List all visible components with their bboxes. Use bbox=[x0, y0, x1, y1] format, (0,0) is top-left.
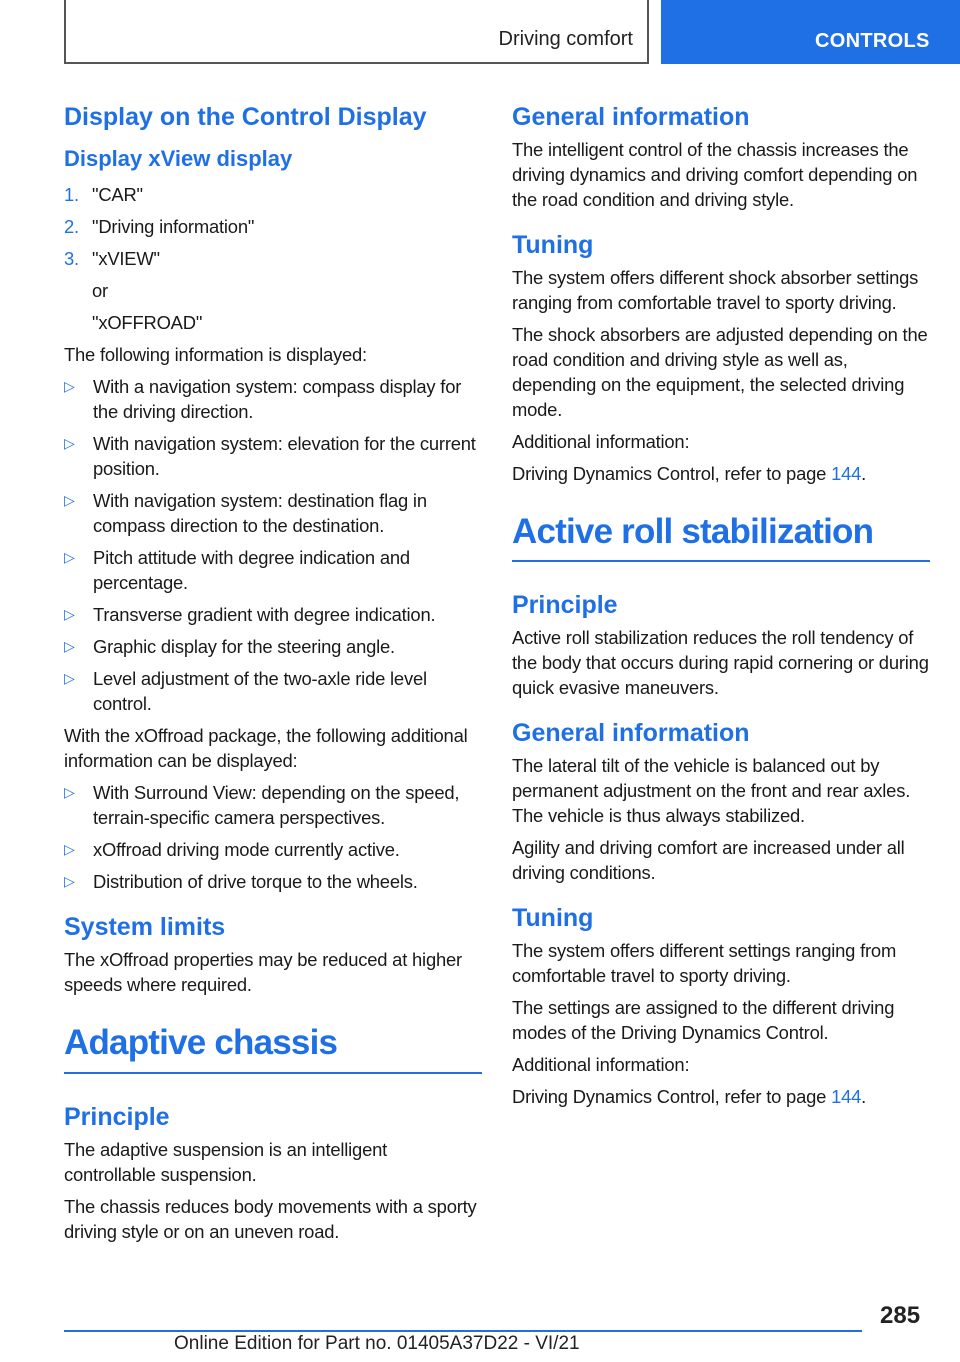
triangle-bullet-icon: ▷ bbox=[64, 378, 75, 395]
heading-active-roll-stabilization: Active roll stabilization bbox=[512, 512, 930, 562]
list-item bbox=[64, 214, 482, 239]
list-item bbox=[64, 869, 482, 894]
triangle-bullet-icon: ▷ bbox=[64, 841, 75, 858]
principle-text-2: The chassis reduces body movements with a sporty driving style or on an uneven road. bbox=[64, 1195, 477, 1242]
step-text: "xVIEW" bbox=[92, 248, 160, 270]
principle-text-1: The adaptive suspension is an intelligent controllable suspension. bbox=[64, 1138, 388, 1185]
list-item bbox=[64, 666, 482, 716]
header-chapter-tab[interactable]: CONTROLS bbox=[661, 0, 960, 64]
footer-divider bbox=[64, 1330, 862, 1332]
tuning-text-2: The shock absorbers are adjusted depending on the road condition and driving style as well as, depending on the equipment, the selected driving mode. bbox=[512, 324, 928, 420]
list-item bbox=[64, 545, 482, 595]
ars-general-text-1: The lateral tilt of the vehicle is balanced out by permanent adjustment on the front and rear axles. The vehicle is thus always stabilized. bbox=[512, 755, 911, 827]
ars-general-text-2: Agility and driving comfort are increased under all driving conditions. bbox=[512, 837, 905, 884]
ars-tuning-text-1: The system offers different settings ranging from comfortable travel to sporty driving. bbox=[512, 940, 897, 987]
triangle-bullet-icon: ▷ bbox=[64, 435, 75, 452]
list-item-text: Pitch attitude with degree indication and percentage. bbox=[93, 547, 410, 594]
heading-principle: Principle bbox=[64, 1102, 170, 1131]
reference-text: Driving Dynamics Control, refer to page bbox=[512, 1086, 832, 1108]
ars-tuning-text-2: The settings are assigned to the different driving modes of the Driving Dynamics Control. bbox=[512, 997, 895, 1044]
list-item bbox=[64, 374, 482, 424]
step-number: 2. bbox=[64, 216, 79, 238]
list-item-text: Transverse gradient with degree indication. bbox=[93, 604, 436, 626]
list-item bbox=[64, 246, 482, 271]
limits-text: The xOffroad properties may be reduced at higher speeds where required. bbox=[64, 949, 462, 996]
reference-text: Driving Dynamics Control, refer to page bbox=[512, 463, 832, 484]
heading-ars-tuning: Tuning bbox=[512, 904, 594, 933]
list-item-text: xOffroad driving mode currently active. bbox=[93, 839, 400, 861]
triangle-bullet-icon: ▷ bbox=[64, 784, 75, 801]
right-column bbox=[512, 98, 930, 1116]
list-item-text: With Surround View: depending on the speed, terrain-specific camera perspectives. bbox=[93, 782, 460, 829]
list-item bbox=[64, 837, 482, 862]
heading-xview-display: Display xView display bbox=[64, 146, 293, 171]
steps-list bbox=[64, 182, 482, 271]
list-item bbox=[64, 780, 482, 830]
list-item-text: With a navigation system: compass display for the driving direction. bbox=[93, 376, 462, 423]
list-item bbox=[64, 488, 482, 538]
tuning-reference: Driving Dynamics Control, refer to page 144. bbox=[512, 463, 867, 484]
heading-adaptive-chassis: Adaptive chassis bbox=[64, 1023, 482, 1073]
offroad-intro: With the xOffroad package, the following additional information can be displayed: bbox=[64, 725, 468, 772]
triangle-bullet-icon: ▷ bbox=[64, 549, 75, 566]
step-text: "CAR" bbox=[92, 184, 143, 206]
page-link[interactable]: 144 bbox=[831, 463, 862, 484]
list-item bbox=[64, 431, 482, 481]
info-list bbox=[64, 374, 482, 716]
ars-additional: Additional information: bbox=[512, 1054, 690, 1076]
general-text: The intelligent control of the chassis increases the driving dynamics and driving comfort depending on the road condition and driving style. bbox=[512, 139, 918, 210]
left-column bbox=[64, 98, 482, 1251]
tuning-additional: Additional information: bbox=[512, 431, 690, 452]
heading-display-control: Display on the Control Display bbox=[64, 103, 427, 131]
step3-or: or bbox=[92, 280, 108, 302]
heading-general-information: General information bbox=[512, 103, 750, 131]
step-number: 1. bbox=[64, 184, 79, 206]
header-section-title: Driving comfort bbox=[498, 28, 633, 50]
list-item-text: Graphic display for the steering angle. bbox=[93, 636, 395, 658]
list-item-text: With navigation system: destination flag in compass direction to the destination. bbox=[93, 490, 427, 537]
step3-alt: "xOFFROAD" bbox=[92, 312, 203, 334]
page-header bbox=[0, 0, 960, 66]
heading-ars-principle: Principle bbox=[512, 591, 618, 620]
offroad-list bbox=[64, 780, 482, 894]
list-item bbox=[64, 634, 482, 659]
list-item bbox=[64, 182, 482, 207]
triangle-bullet-icon: ▷ bbox=[64, 638, 75, 655]
heading-system-limits: System limits bbox=[64, 913, 226, 942]
heading-tuning: Tuning bbox=[512, 231, 594, 259]
page-link[interactable]: 144 bbox=[831, 1086, 862, 1108]
list-item-text: Distribution of drive torque to the wheels. bbox=[93, 871, 418, 893]
list-item-text: Level adjustment of the two-axle ride level control. bbox=[93, 668, 427, 715]
ars-reference: Driving Dynamics Control, refer to page 144. bbox=[512, 1086, 867, 1108]
triangle-bullet-icon: ▷ bbox=[64, 670, 75, 687]
ars-principle-text: Active roll stabilization reduces the roll tendency of the body that occurs during rapid cornering or during quick evasive maneuvers. bbox=[512, 627, 929, 699]
list-item-text: With navigation system: elevation for the current position. bbox=[93, 433, 476, 480]
list-item bbox=[64, 602, 482, 627]
step-number: 3. bbox=[64, 248, 79, 270]
triangle-bullet-icon: ▷ bbox=[64, 873, 75, 890]
heading-ars-general-information: General information bbox=[512, 719, 750, 748]
step-text: "Driving information" bbox=[92, 216, 255, 238]
footer-edition: Online Edition for Part no. 01405A37D22 - VI/21 bbox=[174, 1333, 580, 1354]
triangle-bullet-icon: ▷ bbox=[64, 606, 75, 623]
page-number: 285 bbox=[880, 1302, 921, 1329]
tuning-text-1: The system offers different shock absorber settings ranging from comfortable travel to sporty driving. bbox=[512, 267, 919, 313]
info-intro: The following information is displayed: bbox=[64, 344, 367, 366]
triangle-bullet-icon: ▷ bbox=[64, 492, 75, 509]
